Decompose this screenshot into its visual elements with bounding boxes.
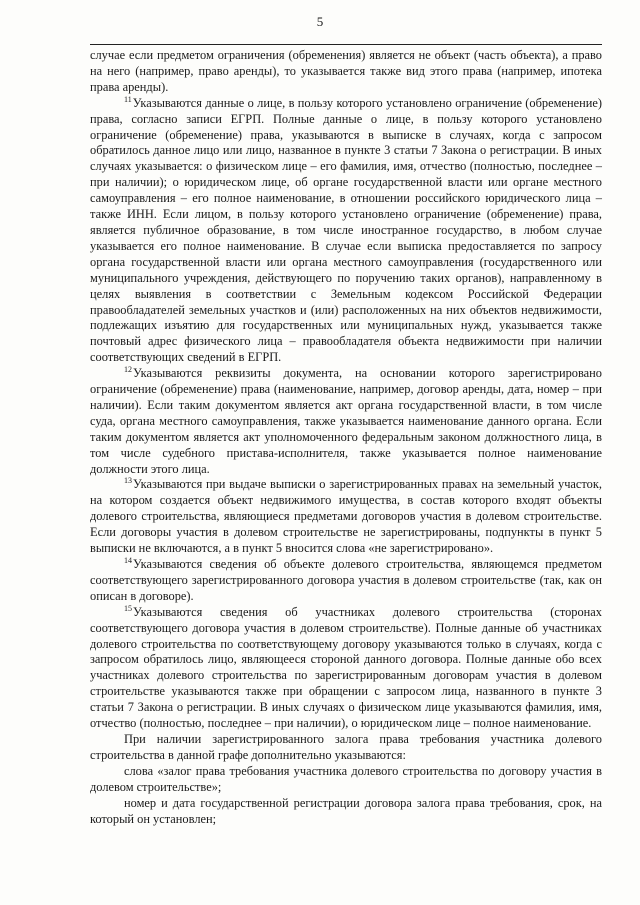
footnote-marker: 12 — [124, 365, 132, 375]
footnote-marker: 13 — [124, 476, 132, 486]
footnote-text: Указываются реквизиты документа, на основании которого зарегистрировано ограничение (обременение) права (наименование, например, договор аренды, дата, номер – при наличии). Если таким документом является акт органа государственной власти, в том числе суда, органа местного самоуправления, также указывается наименование данного органа. Если таким документом является акт уполномоченного федеральным законом должностного лица, в том числе судебного пристава-исполнителя, также указывается полное наименование должности этого лица. — [90, 366, 602, 476]
footnote-13 — [90, 477, 602, 557]
footnote-marker: 11 — [124, 94, 132, 104]
footnote-separator-line — [90, 44, 602, 45]
pledge-item: номер и дата государственной регистрации договора залога права требования, срок, на который он установлен; — [90, 795, 602, 826]
footnote-text: Указываются сведения об участниках долевого строительства (сторонах соответствующего договора участия в долевом строительстве). Полные данные об участниках долевого строительства по соответствующему договору указываются только в случаях, когда с запросом обратилось лицо, являющееся стороной данного договора. Полные данные обо всех участниках долевого строительства по зарегистрированным договорам участия в долевом строительстве указываются также при обращении с запросом лица, названного в пункте 3 статьи 7 Закона о регистрации. В иных случаях о физическом лице указываются фамилия, имя, отчество (полностью, последнее – при наличии), о юридическом лице – полное наименование. — [90, 604, 602, 731]
footnote-marker: 15 — [124, 603, 132, 613]
footnote-14 — [90, 557, 602, 605]
footnote-15 — [90, 605, 602, 732]
footnote-text: Указываются при выдаче выписки о зарегистрированных правах на земельный участок, на котором создается объект недвижимого имущества, в состав которого входят объекты долевого строительства, являющиеся предметами договоров участия в долевом строительстве. Если договоры участия в долевом строительстве не зарегистрированы, подпункты в пункт 5 выписки не включаются, а в пункт 5 вносится слова «не зарегистрировано». — [90, 477, 602, 556]
footnote-text: Указываются сведения об объекте долевого строительства, являющемся предметом соответствующего зарегистрированного договора участия в долевом строительстве (так, как он описан в договоре). — [90, 557, 602, 603]
pledge-item: слова «залог права требования участника долевого строительства по договору участия в долевом строительстве»; — [90, 763, 602, 794]
footnote-12 — [90, 366, 602, 477]
footnote-11 — [90, 96, 602, 366]
page-number: 5 — [316, 14, 324, 29]
footnote-marker: 14 — [124, 556, 132, 565]
page-content — [90, 48, 602, 827]
continuation-paragraph: случае если предметом ограничения (обременения) является не объект (часть объекта), а право на него (например, право аренды), то указывается также вид этого права (например, ипотека права аренды). — [90, 48, 602, 94]
pledge-paragraph: При наличии зарегистрированного залога права требования участника долевого строительства в данной графе дополнительно указываются: — [90, 731, 602, 762]
footnote-text: Указываются данные о лице, в пользу которого установлено ограничение (обременение) права, согласно записи ЕГРП. Полные данные о лице, в пользу которого установлено ограничение (обременение) права, указываются в выписке в случаях, когда с запросом обратилось данное лицо или лицо, названное в пункте 3 статьи 7 Закона о регистрации. В иных случаях указывается: о физическом лице – его фамилия, имя, отчество (полностью, последнее – при наличии); о юридическом лице, об органе государственной власти или органе местного самоуправления – его полное наименование, в отношении российского юридического лица – также ИНН. Если лицом, в пользу которого установлено ограничение (обременение) права, является публичное образование, в том числе иностранное государство, в любом случае указывается его полное наименование. В случае если выписка предоставляется по запросу органа государственной власти или органа местного самоуправления (государственного или муниципального учреждения, действующего по поручению таких органов), направленному в целях выявления в соответствии с Земельным кодексом Российской Федерации правообладателей земельных участков и (или) расположенных на них объектов недвижимости, подлежащих изъятию для государственных или муниципальных нужд, указывается также почтовый адрес физического лица – правообладателя объекта недвижимости при наличии соответствующих сведений в ЕГРП. — [90, 95, 602, 365]
